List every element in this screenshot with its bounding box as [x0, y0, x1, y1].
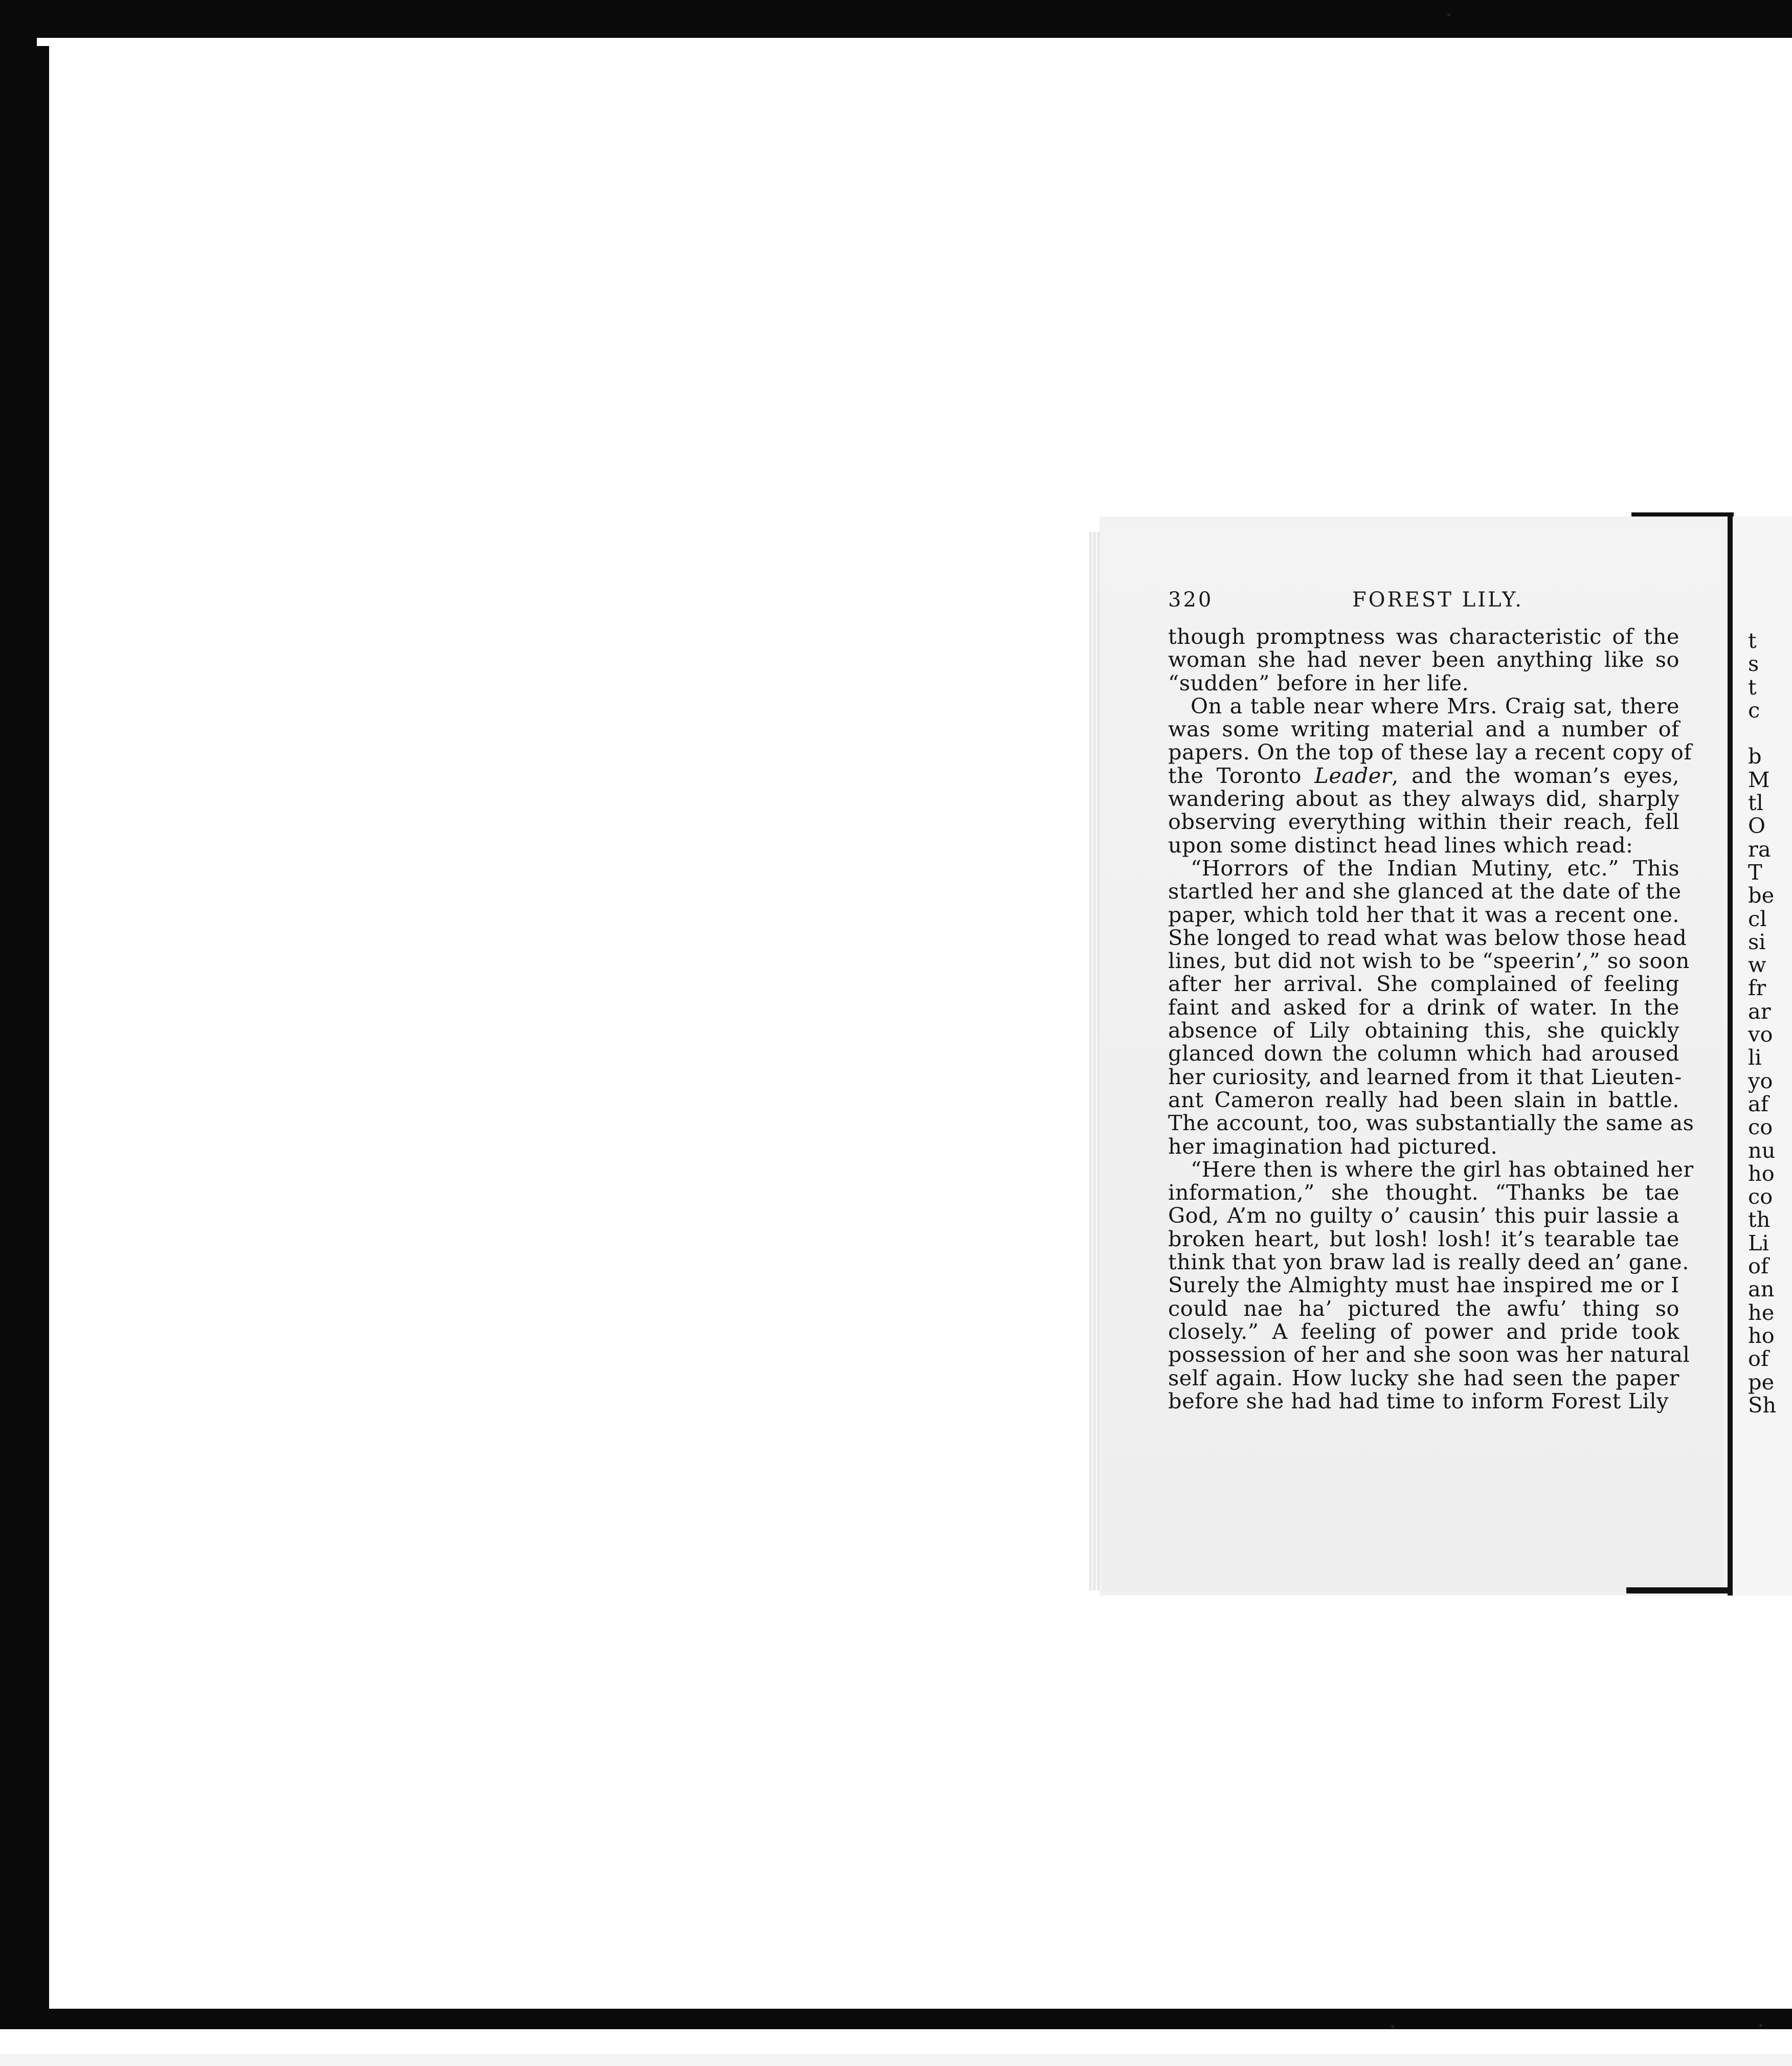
facing-text-fragment: M	[1748, 767, 1770, 792]
text-line: She longed to read what was below those head	[1168, 925, 1687, 950]
text-line: though promptness was characteristic of the	[1168, 624, 1679, 649]
film-speck	[1447, 13, 1450, 16]
text-line: Surely the Almighty must hae inspired me or I	[1168, 1272, 1679, 1298]
text-line: possession of her and she soon was her natural	[1168, 1342, 1690, 1367]
facing-text-fragment: pe	[1748, 1369, 1775, 1395]
text-line: observing everything within their reach, fell	[1168, 809, 1679, 835]
text-line: lines, but did not wish to be “speerin’,” so soon	[1168, 948, 1690, 974]
text-line: the Toronto Leader, and the woman’s eyes,	[1168, 762, 1679, 788]
facing-text-fragment: be	[1748, 883, 1775, 908]
facing-text-fragment: fr	[1748, 975, 1766, 1001]
facing-text-fragment: c	[1748, 697, 1760, 723]
facing-text-fragment: ar	[1748, 998, 1771, 1024]
facing-text-fragment: s	[1748, 651, 1759, 677]
text-line: information,” she thought. “Thanks be tae	[1168, 1180, 1679, 1205]
microfilm-bottom-edge	[0, 2054, 1792, 2066]
gutter-shadow-top	[1631, 512, 1734, 516]
text-line: closely.” A feeling of power and pride took	[1168, 1318, 1679, 1344]
text-line: The account, too, was substantially the same as	[1168, 1110, 1694, 1136]
text-line: “sudden” before in her life.	[1168, 670, 1469, 695]
facing-text-fragment	[1748, 722, 1792, 745]
facing-text-fragment: ho	[1748, 1322, 1775, 1348]
facing-text-fragment: nu	[1748, 1137, 1776, 1163]
film-speck	[1759, 2024, 1762, 2027]
text-line: paper, which told her that it was a recent one.	[1168, 902, 1679, 927]
facing-text-fragment: O	[1748, 813, 1766, 839]
text-line: papers. On the top of these lay a recent copy of	[1168, 739, 1692, 765]
running-title: FOREST LILY.	[1352, 588, 1524, 612]
facing-text-fragment: ra	[1748, 836, 1771, 862]
text-line: faint and asked for a drink of water. In the	[1168, 994, 1679, 1020]
text-line: her curiosity, and learned from it that Lieuten-	[1168, 1064, 1682, 1089]
facing-text-fragment: w	[1748, 952, 1766, 978]
text-line: God, A’m no guilty o’ causin’ this puir lassie a	[1168, 1203, 1679, 1228]
facing-text-fragment: T	[1748, 859, 1762, 885]
text-line: wandering about as they always did, sharply	[1168, 786, 1679, 812]
facing-text-fragment: Sh	[1748, 1392, 1777, 1418]
facing-text-fragment: t	[1748, 674, 1757, 700]
facing-text-fragment: cl	[1748, 906, 1767, 931]
facing-text-fragment: li	[1748, 1045, 1762, 1070]
facing-text-fragment: tl	[1748, 790, 1763, 816]
text-line: “Here then is where the girl has obtained her	[1191, 1156, 1694, 1182]
facing-text-fragment: b	[1748, 744, 1762, 769]
facing-text-fragment: of	[1748, 1346, 1769, 1372]
text-line: before she had had time to inform Forest Lily	[1168, 1388, 1669, 1413]
facing-text-fragment: yo	[1748, 1068, 1773, 1093]
facing-text-fragment: Li	[1748, 1230, 1769, 1255]
facing-text-fragment: ho	[1748, 1160, 1775, 1186]
facing-page-text	[1748, 629, 1792, 1417]
text-line: self again. How lucky she had seen the paper	[1168, 1365, 1679, 1390]
text-line: On a table near where Mrs. Craig sat, there	[1191, 693, 1679, 718]
facing-text-fragment: he	[1748, 1299, 1775, 1325]
text-line: “Horrors of the Indian Mutiny, etc.” This	[1191, 855, 1679, 881]
text-line: ant Cameron really had been slain in battle.	[1168, 1087, 1679, 1112]
facing-text-fragment: co	[1748, 1114, 1773, 1140]
text-line: broken heart, but losh! losh! it’s tearable tae	[1168, 1226, 1679, 1251]
facing-text-fragment: th	[1748, 1207, 1771, 1232]
text-line: was some writing material and a number of	[1168, 716, 1679, 742]
running-head	[1168, 588, 1679, 619]
microfilm-border-bottom	[0, 2009, 1792, 2029]
microfilm-border-left-inner	[25, 46, 49, 2025]
facing-text-fragment: an	[1748, 1276, 1775, 1302]
text-line: startled her and she glanced at the date of the	[1168, 879, 1682, 904]
text-line: her imagination had pictured.	[1168, 1133, 1498, 1159]
text-line: could nae ha’ pictured the awfu’ thing so	[1168, 1295, 1679, 1321]
facing-text-fragment: af	[1748, 1091, 1769, 1116]
microfilm-border-left	[0, 38, 25, 2066]
gutter-shadow-bottom	[1626, 1587, 1729, 1593]
facing-text-fragment: si	[1748, 929, 1766, 954]
microfilm-border-top	[0, 0, 1792, 38]
facing-text-fragment: co	[1748, 1184, 1773, 1209]
facing-text-fragment: t	[1748, 628, 1757, 653]
book-gutter	[1728, 516, 1733, 1596]
text-line: absence of Lily obtaining this, she quickly	[1168, 1018, 1679, 1043]
text-line: after her arrival. She complained of feeling	[1168, 971, 1679, 997]
film-speck	[1391, 2025, 1394, 2028]
facing-text-fragment: vo	[1748, 1022, 1773, 1047]
microfilm-border-corner	[0, 38, 37, 63]
page-number: 320	[1168, 588, 1214, 612]
body-text	[1168, 624, 1694, 1413]
facing-text-fragment: of	[1748, 1253, 1769, 1279]
text-line: upon some distinct head lines which read:	[1168, 832, 1633, 858]
text-line: think that yon braw lad is really deed an’ gane.	[1168, 1249, 1689, 1275]
text-line: woman she had never been anything like so	[1168, 647, 1679, 672]
text-line: glanced down the column which had aroused	[1168, 1041, 1679, 1066]
